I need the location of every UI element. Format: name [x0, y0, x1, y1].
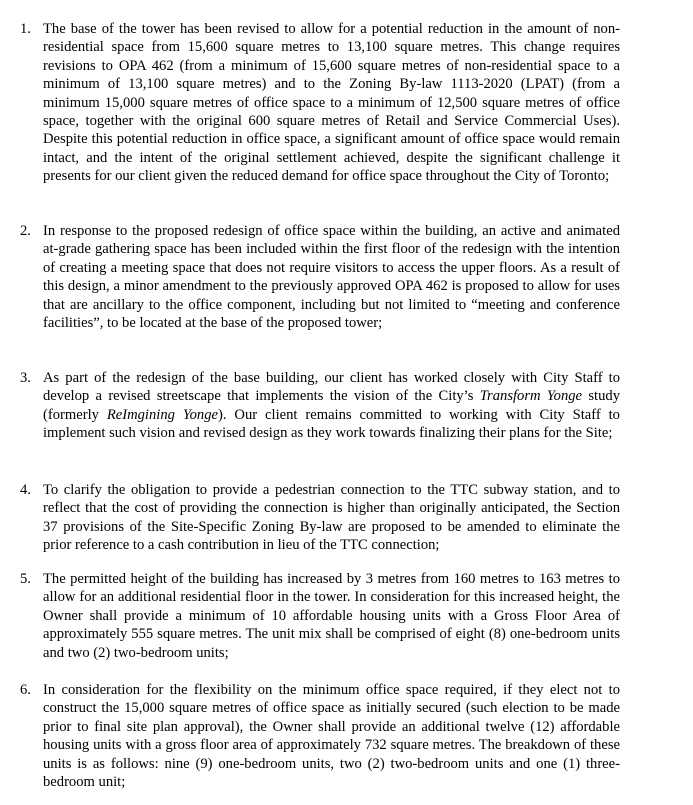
- item-number: 6.: [20, 682, 31, 698]
- item-text-part: ). Our client remains committed to working with City Staff to implement such vision and revised design as they work towards finalizing their plans for the Site;: [43, 406, 620, 442]
- item-text: In consideration for the flexibility on the minimum office space required, if they elect not to construct the 15,000 square metres of office space as initially secured (such election to be made prior to final site plan approval), the Owner shall provide an additional twelve (12) affordable housing units with a gross floor area of approximately 732 square metres. The breakdown of these units is as follows: nine (9) one-bedroom units, two (2) two-bedroom units and one (1) three-bedroom unit;: [43, 682, 620, 791]
- item-number: 1.: [20, 21, 31, 37]
- study-name-transform-yonge: Transform Yonge: [479, 388, 583, 405]
- item-number: 4.: [20, 482, 31, 498]
- item-text-part: As part of the redesign of the base building, our client has worked closely with City Staff to develop a revised streetscape that implements the vision of the City’s: [43, 370, 620, 405]
- item-text: The permitted height of the building has increased by 3 metres from 160 metres to 163 metres to allow for an additional residential floor in the tower. In consideration for this increased height, the Owner shall provide a minimum of 10 affordable housing units with a Gross Floor Area of approximately 555 square metres. The unit mix shall be comprised of eight (8) one-bedroom units and two (2) two-bedroom units;: [43, 571, 620, 661]
- study-name-reimagining-yonge: ReImgining Yonge: [106, 406, 218, 423]
- item-number: 3.: [20, 370, 31, 386]
- item-text: The base of the tower has been revised to allow for a potential reduction in the amount of non-residential space from 15,600 square metres to 13,100 square metres. This change requires revisions to OPA 462 (from a minimum of 15,600 square metres of non-residential space to a minimum of 13,100 square metres) and to the Zoning By-law 1113-2020 (LPAT) (from a minimum 15,000 square metres of office space to a minimum of 12,500 square metres of office space, together with the original 600 square metres of Retail and Service Commercial Uses). Despite this potential reduction in office space, a significant amount of office space would remain intact, and the intent of the original settlement achieved, despite the significant challenge it presents for our client given the reduced demand for office space throughout the City of Toronto;: [43, 21, 620, 185]
- item-number: 5.: [20, 571, 31, 587]
- item-number: 2.: [20, 223, 31, 239]
- item-text: In response to the proposed redesign of office space within the building, an active and animated at-grade gathering space has been included within the first floor of the redesign with the intention of creating a meeting space that does not require visitors to access the upper floors. As a result of this design, a minor amendment to the previously approved OPA 462 is proposed to allow for uses that are ancillary to the office component, including but not limited to “meeting and conference facilities”, to be located at the base of the proposed tower;: [43, 223, 620, 332]
- item-text-part: study (formerly: [43, 388, 620, 423]
- item-text: [43, 369, 620, 443]
- item-text: To clarify the obligation to provide a pedestrian connection to the TTC subway station, and to reflect that the cost of providing the connection is higher than originally anticipated, the Section 37 provisions of the Site-Specific Zoning By-law are proposed to be amended to eliminate the prior reference to a cash contribution in lieu of the TTC connection;: [43, 482, 620, 554]
